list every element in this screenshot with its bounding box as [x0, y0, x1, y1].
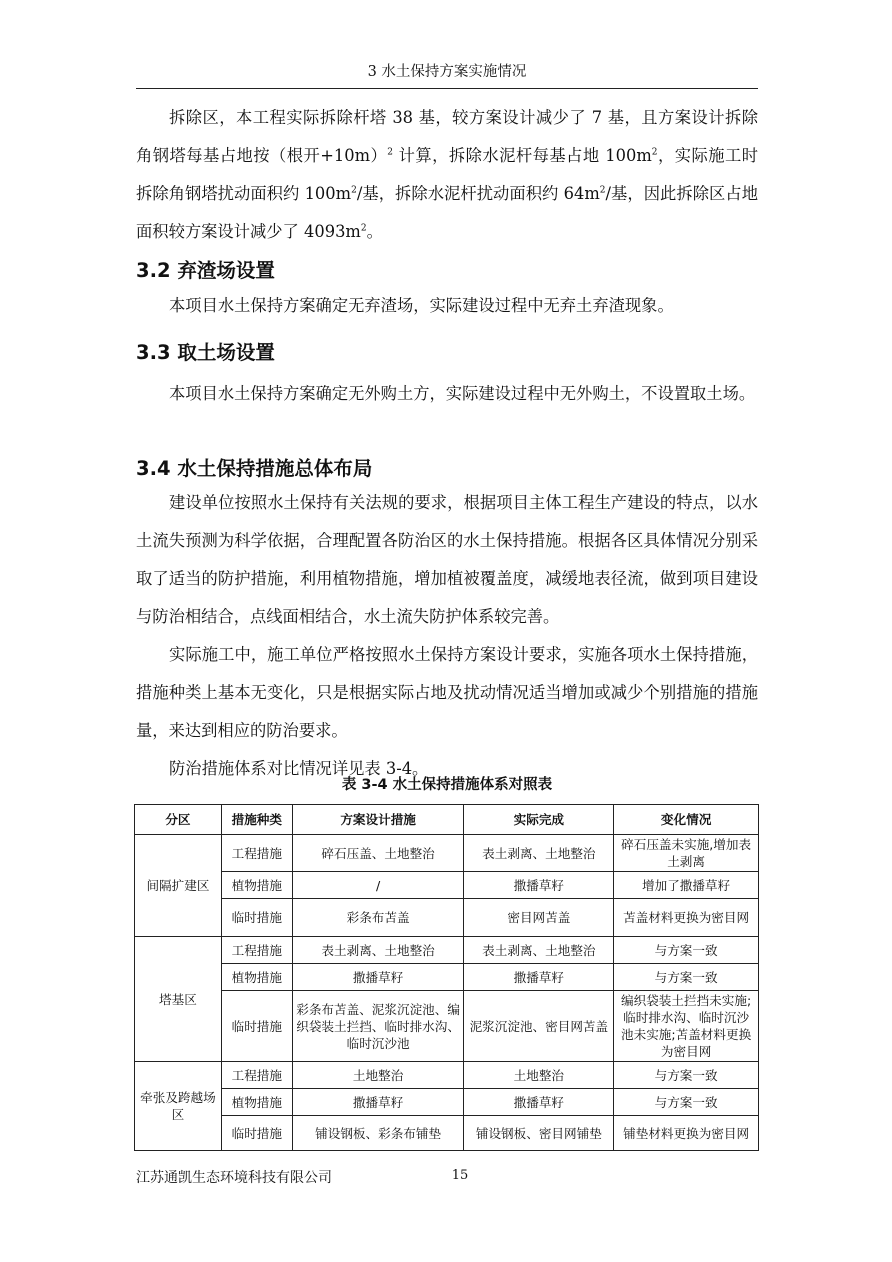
paragraph: 本项目水土保持方案确定无弃渣场，实际建设过程中无弃土弃渣现象。 — [169, 296, 674, 315]
table-cell: 铺垫材料更换为密目网 — [614, 1116, 759, 1151]
intro-seg: 。 — [366, 222, 383, 241]
zone-cell: 牵张及跨越场区 — [135, 1062, 222, 1151]
footer-company: 江苏通凯生态环境科技有限公司 — [136, 1170, 332, 1186]
table-cell: 碎石压盖未实施,增加表土剥离 — [614, 835, 759, 872]
paragraph: 防治措施体系对比情况详见表 3-4。 — [169, 759, 429, 778]
header-actual: 实际完成 — [464, 805, 614, 835]
zone-cell: 间隔扩建区 — [135, 835, 222, 937]
table-cell: 撒播草籽 — [292, 964, 464, 991]
table-cell: 临时措施 — [221, 1116, 292, 1151]
intro-seg: 拆除区，本工程实际拆除杆塔 38 基，较方案设计减少了 7 基，且方案设计拆除角钢塔每基占地按（根开+10m） — [136, 108, 758, 165]
table-cell: 植物措施 — [221, 872, 292, 899]
table-cell: 泥浆沉淀池、密目网苫盖 — [464, 991, 614, 1062]
table-cell: 编织袋装土拦挡未实施;临时排水沟、临时沉沙池未实施;苫盖材料更换为密目网 — [614, 991, 759, 1062]
header-planned: 方案设计措施 — [292, 805, 464, 835]
table-row — [135, 964, 759, 991]
section-3-3-body — [136, 375, 758, 413]
table-cell: 苫盖材料更换为密目网 — [614, 899, 759, 937]
zone-cell: 塔基区 — [135, 937, 222, 1062]
table-cell: 工程措施 — [221, 835, 292, 872]
table-cell: 撒播草籽 — [464, 964, 614, 991]
section-heading-3-2: 3.2 弃渣场设置 — [136, 259, 275, 282]
table-row — [135, 937, 759, 964]
header-zone: 分区 — [135, 805, 222, 835]
intro-seg: 计算，拆除水泥杆每基占地 100m — [392, 146, 652, 165]
table-cell: 临时措施 — [221, 991, 292, 1062]
table-cell: 植物措施 — [221, 1089, 292, 1116]
table-row — [135, 991, 759, 1062]
table-row — [135, 872, 759, 899]
superscript: 2 — [387, 147, 393, 158]
table-cell: 与方案一致 — [614, 1062, 759, 1089]
running-header: 3 水土保持方案实施情况 — [367, 64, 527, 80]
table-cell: 撒播草籽 — [464, 872, 614, 899]
table-row — [135, 835, 759, 872]
superscript: 2 — [351, 185, 357, 196]
superscript: 2 — [651, 147, 658, 158]
table-cell: 彩条布苫盖 — [292, 899, 464, 937]
table-cell: 密目网苫盖 — [464, 899, 614, 937]
table-row — [135, 1089, 759, 1116]
page-number: 15 — [451, 1168, 469, 1183]
section-heading-3-4: 3.4 水土保持措施总体布局 — [136, 457, 373, 480]
superscript: 2 — [360, 223, 367, 234]
superscript: 2 — [599, 185, 606, 196]
table-cell: 增加了撒播草籽 — [614, 872, 759, 899]
header-change: 变化情况 — [614, 805, 759, 835]
intro-text — [136, 99, 758, 251]
table-cell: 植物措施 — [221, 964, 292, 991]
paragraph: 本项目水土保持方案确定无外购土方，实际建设过程中无外购土，不设置取土场。 — [169, 384, 756, 403]
table-cell: 与方案一致 — [614, 964, 759, 991]
table-cell: 土地整治 — [292, 1062, 464, 1089]
table-row — [135, 1062, 759, 1089]
table-cell: 表土剥离、土地整治 — [464, 937, 614, 964]
table-cell: 与方案一致 — [614, 1089, 759, 1116]
table-cell: 撒播草籽 — [464, 1089, 614, 1116]
table-cell: 临时措施 — [221, 899, 292, 937]
header-rule — [136, 88, 758, 89]
table-cell: 彩条布苫盖、泥浆沉淀池、编织袋装土拦挡、临时排水沟、临时沉沙池 — [292, 991, 464, 1062]
table-cell: 土地整治 — [464, 1062, 614, 1089]
table-cell: 表土剥离、土地整治 — [464, 835, 614, 872]
section-heading-3-3: 3.3 取土场设置 — [136, 341, 275, 364]
table-caption: 表 3-4 水土保持措施体系对照表 — [341, 777, 553, 793]
intro-seg: ，实际施工时拆除角钢塔扰动面积约 100m — [136, 146, 758, 203]
intro-seg: /基，拆除水泥杆扰动面积约 64m — [356, 184, 600, 203]
table-row — [135, 899, 759, 937]
header-measure-type: 措施种类 — [221, 805, 292, 835]
table-cell: 碎石压盖、土地整治 — [292, 835, 464, 872]
table-cell: 铺设钢板、彩条布铺垫 — [292, 1116, 464, 1151]
table-cell: 工程措施 — [221, 937, 292, 964]
paragraph: 建设单位按照水土保持有关法规的要求，根据项目主体工程生产建设的特点，以水土流失预测为科学依据，合理配置各防治区的水土保持措施。根据各区具体情况分别采取了适当的防护措施，利用植物措施，增加植被覆盖度，减缓地表径流，做到项目建设与防治相结合，点线面相结合，水土流失防护体系较完善。 — [136, 493, 758, 626]
table-cell: 撒播草籽 — [292, 1089, 464, 1116]
intro-paragraph — [136, 99, 758, 251]
intro-seg: /基，因此拆除区占地面积较方案设计减少了 4093m — [136, 184, 758, 241]
table-header-row — [135, 805, 759, 835]
section-3-2-body — [136, 287, 758, 325]
measures-comparison-table — [134, 804, 759, 1151]
table-cell: / — [292, 872, 464, 899]
table-row — [135, 1116, 759, 1151]
section-3-4-body — [136, 484, 758, 788]
table-cell: 工程措施 — [221, 1062, 292, 1089]
table-cell: 与方案一致 — [614, 937, 759, 964]
table-cell: 铺设钢板、密目网铺垫 — [464, 1116, 614, 1151]
paragraph: 实际施工中，施工单位严格按照水土保持方案设计要求，实施各项水土保持措施，措施种类上基本无变化，只是根据实际占地及扰动情况适当增加或减少个别措施的措施量，来达到相应的防治要求。 — [136, 645, 758, 740]
table-cell: 表土剥离、土地整治 — [292, 937, 464, 964]
